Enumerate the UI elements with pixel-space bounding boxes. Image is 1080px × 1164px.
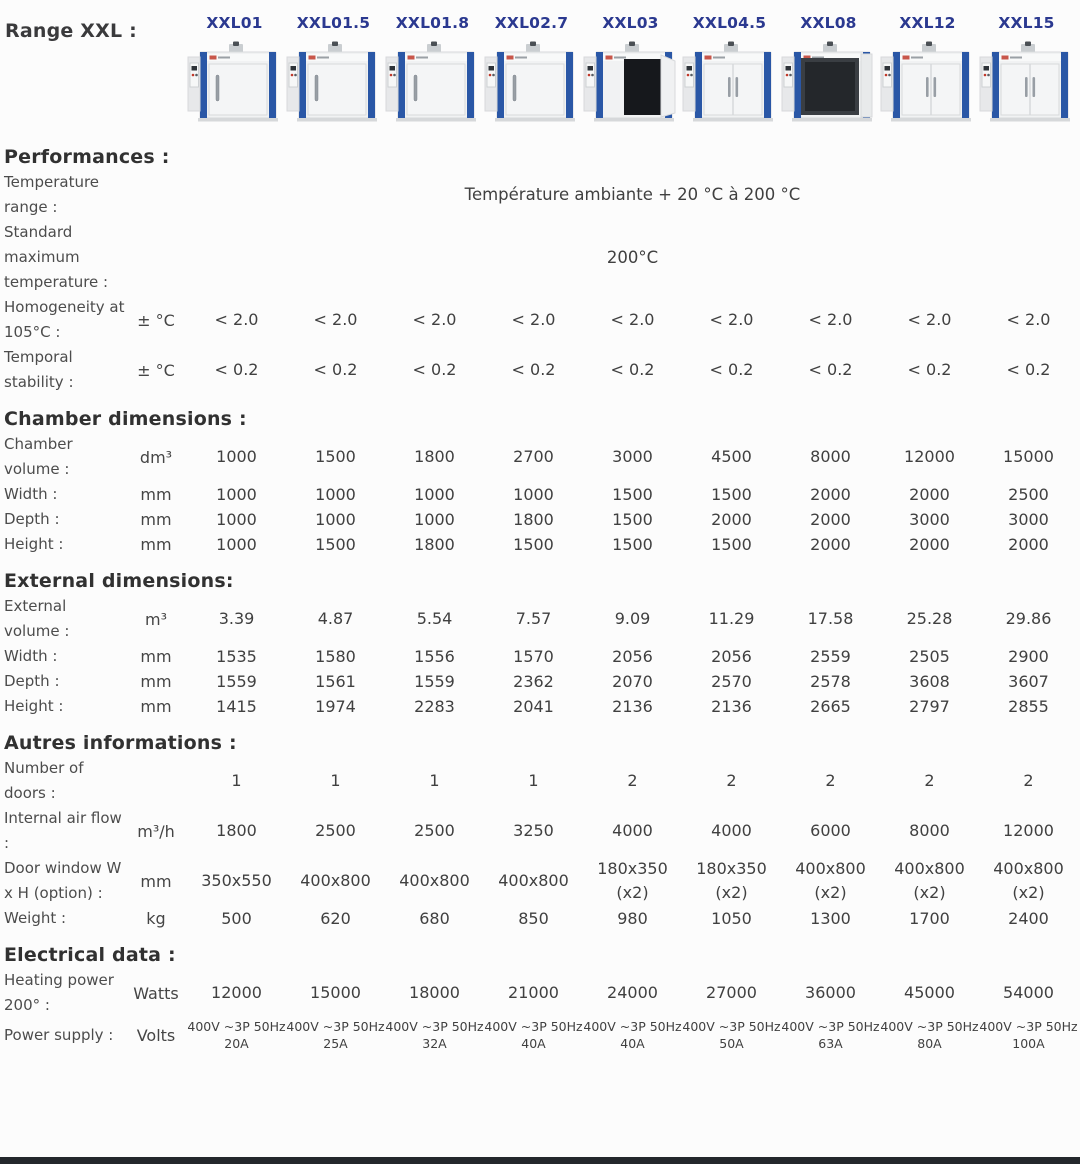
row-label: Chamber volume : bbox=[4, 435, 73, 478]
oven-image-XXL15[interactable] bbox=[977, 41, 1076, 133]
spec-value: 4000 bbox=[711, 821, 752, 840]
spec-value: 1570 bbox=[513, 646, 554, 666]
product-column-XXL01.5 bbox=[284, 14, 383, 133]
spec-row bbox=[3, 532, 1080, 557]
spec-value: 400x800 bbox=[300, 871, 371, 890]
spec-value: 4000 bbox=[612, 821, 653, 840]
spec-row bbox=[3, 295, 1080, 345]
spec-value: 2283 bbox=[414, 696, 455, 716]
row-label: Standard maximum temperature : bbox=[4, 223, 109, 291]
oven-image-XXL01[interactable] bbox=[185, 41, 284, 133]
spec-value: 350x550 bbox=[201, 871, 272, 890]
spec-value: 180x350 (x2) bbox=[597, 859, 668, 902]
spec-row bbox=[3, 482, 1080, 507]
spec-value: 1800 bbox=[513, 509, 554, 529]
spec-value: 400x800 (x2) bbox=[795, 859, 866, 902]
product-column-XXL02.7 bbox=[482, 14, 581, 133]
spec-value: 25.28 bbox=[906, 609, 953, 628]
row-unit: m³ bbox=[145, 609, 167, 629]
spec-value: < 2.0 bbox=[709, 310, 754, 329]
oven-image-XXL01.8[interactable] bbox=[383, 41, 482, 133]
range-header bbox=[3, 14, 1080, 133]
spec-value: 1000 bbox=[216, 534, 257, 554]
spec-value: 1559 bbox=[414, 671, 455, 691]
spec-value: 1556 bbox=[414, 646, 455, 666]
spec-value: 1500 bbox=[612, 509, 653, 529]
spec-value: 1 bbox=[429, 771, 440, 790]
section-title: Chamber dimensions : bbox=[4, 408, 247, 430]
spec-value: 1800 bbox=[216, 821, 257, 840]
spec-value: 850 bbox=[518, 908, 549, 928]
row-unit: Watts bbox=[133, 983, 179, 1003]
spec-value: 1300 bbox=[810, 908, 851, 928]
spec-value: < 0.2 bbox=[709, 360, 754, 379]
product-link-XXL12[interactable]: XXL12 bbox=[899, 14, 956, 32]
row-label: Number of doors : bbox=[4, 759, 84, 802]
spec-row bbox=[3, 856, 1080, 906]
spec-value: 400V ~3P 50Hz 40A bbox=[583, 1019, 682, 1051]
spec-value: 8000 bbox=[810, 447, 851, 466]
merged-value: Température ambiante + 20 °C à 200 °C bbox=[464, 185, 801, 204]
spec-row bbox=[3, 968, 1080, 1018]
spec-value: 2505 bbox=[909, 646, 950, 666]
product-link-XXL01.8[interactable]: XXL01.8 bbox=[395, 14, 470, 32]
spec-value: 1 bbox=[528, 771, 539, 790]
row-label: Height : bbox=[4, 535, 64, 553]
spec-value: 1000 bbox=[513, 484, 554, 504]
oven-image-XXL12[interactable] bbox=[878, 41, 977, 133]
row-unit: mm bbox=[140, 871, 172, 891]
row-unit: ± °C bbox=[137, 360, 175, 380]
spec-value: 1500 bbox=[711, 534, 752, 554]
spec-value: < 2.0 bbox=[412, 310, 457, 329]
section-title: Electrical data : bbox=[4, 944, 176, 966]
product-column-XXL01 bbox=[185, 14, 284, 133]
spec-value: 400x800 (x2) bbox=[894, 859, 965, 902]
product-link-XXL01[interactable]: XXL01 bbox=[206, 14, 263, 32]
spec-value: 2362 bbox=[513, 671, 554, 691]
spec-row bbox=[3, 806, 1080, 856]
spec-value: 1561 bbox=[315, 671, 356, 691]
spec-value: 1800 bbox=[414, 534, 455, 554]
row-unit: mm bbox=[140, 672, 172, 691]
spec-value: 1700 bbox=[909, 908, 950, 928]
spec-value: 400x800 (x2) bbox=[993, 859, 1064, 902]
row-label: External volume : bbox=[4, 597, 70, 640]
spec-row bbox=[3, 669, 1080, 694]
spec-value: 1415 bbox=[216, 696, 257, 716]
spec-value: 3000 bbox=[1008, 509, 1049, 529]
spec-value: < 2.0 bbox=[214, 310, 259, 329]
spec-value: 54000 bbox=[1003, 983, 1054, 1002]
spec-value: 400V ~3P 50Hz 80A bbox=[880, 1019, 979, 1051]
row-label: Depth : bbox=[4, 510, 60, 528]
spec-value: 1535 bbox=[216, 646, 257, 666]
bottom-divider bbox=[0, 1157, 1080, 1164]
row-label: Temperature range : bbox=[4, 173, 100, 216]
spec-value: 2578 bbox=[810, 671, 851, 691]
spec-value: 400V ~3P 50Hz 40A bbox=[484, 1019, 583, 1051]
row-label: Depth : bbox=[4, 672, 60, 690]
spec-value: 1500 bbox=[612, 484, 653, 504]
spec-value: 400V ~3P 50Hz 50A bbox=[682, 1019, 781, 1051]
row-label: Height : bbox=[4, 697, 64, 715]
spec-value: 4500 bbox=[711, 447, 752, 466]
spec-value: 1559 bbox=[216, 671, 257, 691]
spec-value: 2900 bbox=[1008, 646, 1049, 666]
spec-value: 980 bbox=[617, 908, 648, 928]
row-unit: dm³ bbox=[139, 447, 173, 467]
spec-value: 2500 bbox=[1008, 484, 1049, 504]
product-column-XXL08 bbox=[779, 14, 878, 133]
spec-value: 500 bbox=[221, 908, 252, 928]
spec-value: 1000 bbox=[315, 509, 356, 529]
spec-value: 1000 bbox=[216, 509, 257, 529]
spec-value: 17.58 bbox=[807, 609, 854, 628]
spec-row bbox=[3, 644, 1080, 669]
spec-value: 12000 bbox=[1003, 821, 1054, 840]
oven-image-XXL02.7[interactable] bbox=[482, 41, 581, 133]
spec-value: 15000 bbox=[310, 983, 361, 1002]
section-title: External dimensions: bbox=[4, 570, 234, 592]
row-label: Homogeneity at 105°C : bbox=[4, 298, 125, 341]
spec-value: 24000 bbox=[607, 983, 658, 1002]
product-link-XXL04.5[interactable]: XXL04.5 bbox=[692, 14, 767, 32]
spec-row bbox=[3, 432, 1080, 482]
spec-value: 2665 bbox=[810, 696, 851, 716]
spec-row bbox=[3, 345, 1080, 395]
spec-value: 400V ~3P 50Hz 32A bbox=[385, 1019, 484, 1051]
spec-value: 1500 bbox=[315, 447, 356, 466]
spec-value: 15000 bbox=[1003, 447, 1054, 466]
product-link-XXL08[interactable]: XXL08 bbox=[800, 14, 857, 32]
spec-value: 400V ~3P 50Hz 100A bbox=[979, 1019, 1078, 1051]
row-unit: kg bbox=[146, 909, 166, 928]
spec-value: 1000 bbox=[315, 484, 356, 504]
spec-value: 1800 bbox=[414, 447, 455, 466]
spec-value: 180x350 (x2) bbox=[696, 859, 767, 902]
range-title: Range XXL : bbox=[5, 20, 137, 42]
spec-value: 400V ~3P 50Hz 20A bbox=[187, 1019, 286, 1051]
spec-value: 11.29 bbox=[708, 609, 755, 628]
spec-value: 2570 bbox=[711, 671, 752, 691]
spec-value: 2056 bbox=[711, 646, 752, 666]
spec-value: 9.09 bbox=[614, 609, 651, 628]
spec-value: 680 bbox=[419, 908, 450, 928]
spec-value: 3607 bbox=[1008, 671, 1049, 691]
spec-value: 400x800 bbox=[498, 871, 569, 890]
spec-value: 3250 bbox=[513, 821, 554, 840]
spec-value: 620 bbox=[320, 908, 351, 928]
spec-value: 1000 bbox=[216, 484, 257, 504]
spec-row bbox=[3, 906, 1080, 931]
spec-value: 1500 bbox=[711, 484, 752, 504]
row-label: Weight : bbox=[4, 909, 67, 927]
spec-value: 2136 bbox=[612, 696, 653, 716]
spec-value: 2 bbox=[1023, 771, 1034, 790]
section-title: Performances : bbox=[4, 146, 170, 168]
row-label: Temporal stability : bbox=[4, 348, 74, 391]
spec-value: 1974 bbox=[315, 696, 356, 716]
product-column-XXL03 bbox=[581, 14, 680, 133]
product-link-XXL01.5[interactable]: XXL01.5 bbox=[296, 14, 371, 32]
product-column-XXL01.8 bbox=[383, 14, 482, 133]
spec-row bbox=[3, 507, 1080, 532]
spec-value: 2500 bbox=[315, 821, 356, 840]
spec-value: 2559 bbox=[810, 646, 851, 666]
oven-image-XXL01.5[interactable] bbox=[284, 41, 383, 133]
spec-row bbox=[3, 1018, 1080, 1052]
spec-value: 2000 bbox=[909, 534, 950, 554]
spec-value: 6000 bbox=[810, 821, 851, 840]
row-label: Width : bbox=[4, 485, 58, 503]
spec-value: 2 bbox=[924, 771, 935, 790]
spec-row bbox=[3, 220, 1080, 295]
product-link-XXL15[interactable]: XXL15 bbox=[998, 14, 1055, 32]
row-unit: ± °C bbox=[137, 310, 175, 330]
spec-value: 2855 bbox=[1008, 696, 1049, 716]
spec-value: 3.39 bbox=[218, 609, 255, 628]
spec-value: < 0.2 bbox=[511, 360, 556, 379]
spec-row bbox=[3, 694, 1080, 719]
spec-value: 1000 bbox=[414, 509, 455, 529]
spec-value: < 2.0 bbox=[1006, 310, 1051, 329]
spec-value: < 0.2 bbox=[808, 360, 853, 379]
spec-value: 3000 bbox=[909, 509, 950, 529]
spec-value: 21000 bbox=[508, 983, 559, 1002]
spec-value: < 2.0 bbox=[907, 310, 952, 329]
oven-image-XXL03[interactable] bbox=[581, 41, 680, 133]
spec-value: 3000 bbox=[612, 447, 653, 466]
spec-value: 1500 bbox=[513, 534, 554, 554]
row-unit: mm bbox=[140, 697, 172, 716]
spec-value: 1500 bbox=[612, 534, 653, 554]
spec-value: 18000 bbox=[409, 983, 460, 1002]
spec-value: 2041 bbox=[513, 696, 554, 716]
row-label: Internal air flow : bbox=[4, 809, 122, 852]
spec-row bbox=[3, 594, 1080, 644]
spec-value: 2000 bbox=[711, 509, 752, 529]
spec-value: 2 bbox=[726, 771, 737, 790]
spec-value: 2000 bbox=[1008, 534, 1049, 554]
spec-value: < 2.0 bbox=[313, 310, 358, 329]
spec-value: 8000 bbox=[909, 821, 950, 840]
spec-value: 1 bbox=[231, 771, 242, 790]
spec-value: 1580 bbox=[315, 646, 356, 666]
spec-row bbox=[3, 170, 1080, 220]
spec-value: 2000 bbox=[810, 534, 851, 554]
row-unit: Volts bbox=[136, 1025, 176, 1045]
spec-value: 1 bbox=[330, 771, 341, 790]
product-column-XXL12 bbox=[878, 14, 977, 133]
spec-value: 4.87 bbox=[317, 609, 354, 628]
spec-value: < 2.0 bbox=[808, 310, 853, 329]
spec-value: 12000 bbox=[904, 447, 955, 466]
row-unit: mm bbox=[140, 485, 172, 504]
spec-value: < 0.2 bbox=[313, 360, 358, 379]
spec-table bbox=[3, 146, 1080, 1052]
oven-image-XXL04.5[interactable] bbox=[680, 41, 779, 133]
row-unit: mm bbox=[140, 647, 172, 666]
spec-value: 2700 bbox=[513, 447, 554, 466]
spec-value: 27000 bbox=[706, 983, 757, 1002]
spec-value: 1500 bbox=[315, 534, 356, 554]
product-column-XXL15 bbox=[977, 14, 1076, 133]
spec-value: < 0.2 bbox=[214, 360, 259, 379]
spec-value: 2000 bbox=[909, 484, 950, 504]
product-link-XXL02.7[interactable]: XXL02.7 bbox=[494, 14, 569, 32]
spec-value: 7.57 bbox=[515, 609, 552, 628]
spec-value: 2136 bbox=[711, 696, 752, 716]
spec-value: 2400 bbox=[1008, 908, 1049, 928]
row-label: Power supply : bbox=[4, 1025, 114, 1044]
merged-value: 200°C bbox=[606, 247, 659, 267]
row-unit: mm bbox=[140, 535, 172, 554]
spec-value: 3608 bbox=[909, 671, 950, 691]
spec-value: 400V ~3P 50Hz 63A bbox=[781, 1019, 880, 1051]
spec-value: 2056 bbox=[612, 646, 653, 666]
product-column-XXL04.5 bbox=[680, 14, 779, 133]
spec-value: < 0.2 bbox=[412, 360, 457, 379]
spec-value: 2000 bbox=[810, 484, 851, 504]
spec-value: 1000 bbox=[216, 447, 257, 466]
spec-value: < 2.0 bbox=[610, 310, 655, 329]
spec-value: < 2.0 bbox=[511, 310, 556, 329]
spec-value: 2797 bbox=[909, 696, 950, 716]
spec-value: 12000 bbox=[211, 983, 262, 1002]
spec-value: 2500 bbox=[414, 821, 455, 840]
spec-value: 5.54 bbox=[416, 609, 453, 628]
oven-image-XXL08[interactable] bbox=[779, 41, 878, 133]
spec-value: 29.86 bbox=[1005, 609, 1052, 628]
spec-value: 2000 bbox=[810, 509, 851, 529]
product-link-XXL03[interactable]: XXL03 bbox=[602, 14, 659, 32]
spec-row bbox=[3, 756, 1080, 806]
spec-value: 400V ~3P 50Hz 25A bbox=[286, 1019, 385, 1051]
row-label: Door window W x H (option) : bbox=[4, 859, 122, 902]
row-unit: mm bbox=[140, 510, 172, 529]
spec-value: 2 bbox=[825, 771, 836, 790]
spec-value: 2070 bbox=[612, 671, 653, 691]
spec-value: 1050 bbox=[711, 908, 752, 928]
spec-value: 400x800 bbox=[399, 871, 470, 890]
row-label: Width : bbox=[4, 647, 58, 665]
spec-value: 1000 bbox=[414, 484, 455, 504]
section-title: Autres informations : bbox=[4, 732, 237, 754]
spec-value: < 0.2 bbox=[1006, 360, 1051, 379]
spec-value: 2 bbox=[627, 771, 638, 790]
spec-value: < 0.2 bbox=[907, 360, 952, 379]
spec-value: < 0.2 bbox=[610, 360, 655, 379]
spec-value: 45000 bbox=[904, 983, 955, 1002]
row-label: Heating power 200° : bbox=[4, 971, 114, 1014]
row-unit: m³/h bbox=[137, 821, 175, 841]
spec-value: 36000 bbox=[805, 983, 856, 1002]
